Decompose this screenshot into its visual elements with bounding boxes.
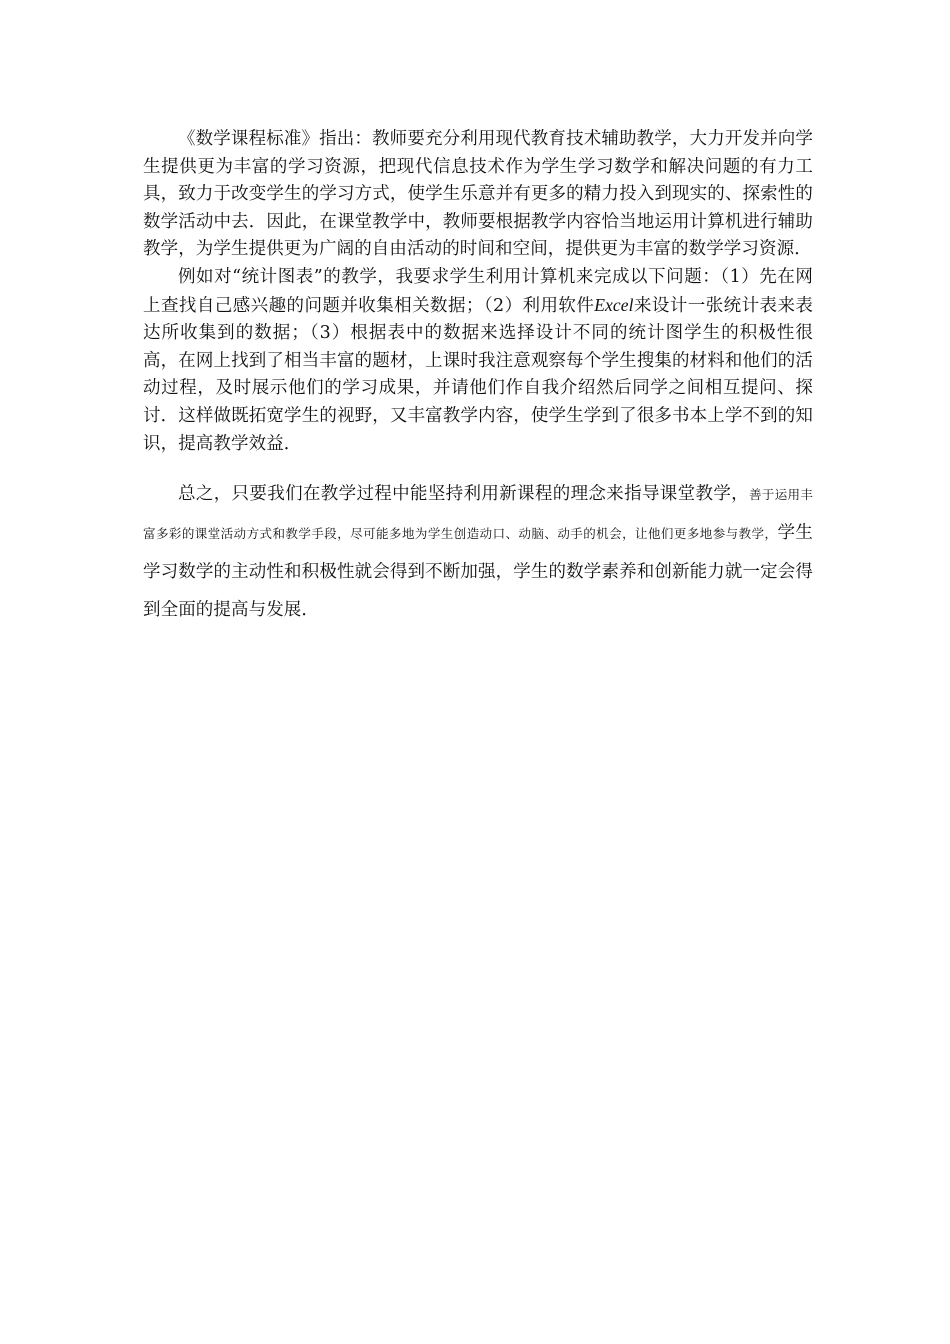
paragraph-curriculum-standard: 《数学课程标准》指出：教师要充分利用现代教育技术辅助教学，大力开发并向学生提供更为丰富的学习资源，把现代信息技术作为学生学习数学和解决问题的有力工具，致力于改变学生的学习方式，使学生乐意并有更多的精力投入到现实的、探索性的数学活动中去．因此，在课堂教学中，教师要根据教学内容恰当地运用计算机进行辅助教学，为学生提供更为广阔的自由活动的时间和空间，提供更为丰富的数学学习资源． bbox=[143, 129, 813, 260]
document-body bbox=[143, 126, 813, 629]
paragraph-2-text-before-excel: 例如对“统计图表”的教学，我要求学生利用计算机来完成以下问题：（1）先在网上查找自己感兴趣的问题并收集相关数据；（2）利用软件 bbox=[143, 266, 813, 316]
conclusion-text-small-part: 善于运用丰富多彩的课堂活动方式和教学手段，尽可能多地为学生创造动口、动脑、动手的机会，让他们更多地参与教学， bbox=[143, 487, 813, 542]
paragraph-statistics-example bbox=[143, 264, 813, 458]
conclusion-text-part-1: 总之，只要我们在教学过程中能坚持利用新课程的理念来指导课堂教学， bbox=[178, 484, 750, 505]
paragraph-2-text-after-excel: 来设计一张统计表来表达所收集到的数据；（3）根据表中的数据来选择设计不同的统计图学生的积极性很高，在网上找到了相当丰富的题材，上课时我注意观察每个学生搜集的材料和他们的活动过程，及时展示他们的学习成果，并请他们作自我介绍然后同学之间相互提问、探讨．这样做既拓宽学生的视野，又丰富教学内容，使学生学到了很多书本上学不到的知识，提高教学效益． bbox=[143, 295, 814, 454]
conclusion-text-part-3: 学生学习数学的主动性和积极性就会得到不断加强，学生的数学素养和创新能力就一定会得到全面的提高与发展． bbox=[143, 523, 814, 621]
excel-software-name: Excel bbox=[594, 294, 634, 315]
paragraph-conclusion bbox=[143, 475, 813, 629]
